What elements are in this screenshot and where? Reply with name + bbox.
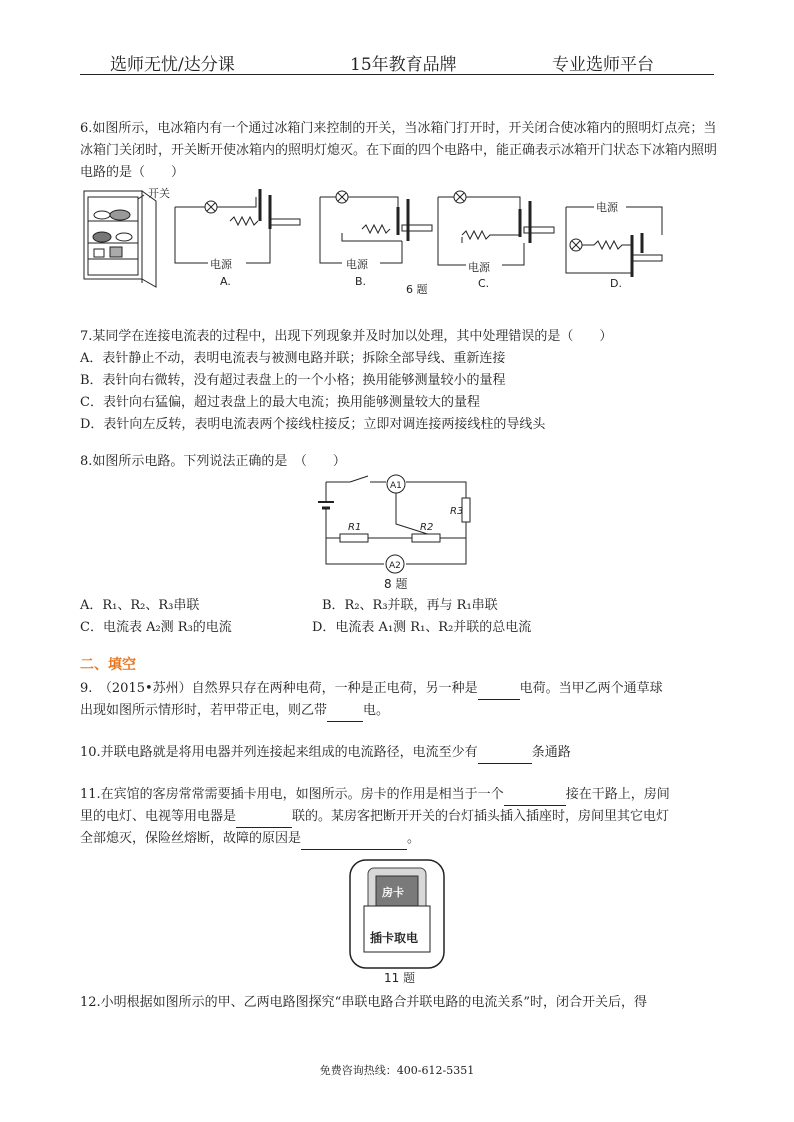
question-8-option-b: B．R₂、R₃并联，再与 R₁串联: [322, 598, 498, 613]
question-8: [80, 451, 720, 473]
question-6-text: 6.如图所示，电冰箱内有一个通过冰箱门来控制的开关，当冰箱门打开时，开关闭合使冰箱内的照明灯点亮；当冰箱门关闭时，开关断开使冰箱内的照明灯熄灭。在下面的四个电路中，能正确表示冰箱开门状态下冰箱内照明电路的是（ ）: [80, 121, 718, 180]
figure-8-caption: 8 题: [384, 577, 408, 591]
svg-text:R2: R2: [420, 522, 434, 533]
circuit-b-label: B.: [355, 275, 367, 288]
question-9-blank-2[interactable]: [327, 707, 363, 722]
question-11-blank-3[interactable]: [301, 835, 407, 850]
page-header: [80, 50, 714, 75]
header-middle: 15年教育品牌: [350, 55, 457, 75]
svg-text:A2: A2: [389, 561, 401, 571]
header-left: 选师无忧/达分课: [110, 55, 235, 75]
circuit-d: [566, 207, 662, 277]
question-8-text: 8.如图所示电路。下列说法正确的是 （ ）: [80, 454, 346, 469]
resistor-r2: [412, 522, 440, 542]
question-10: 10.并联电路就是将用电器并列连接起来组成的电流路径，电流至少有 条通路: [80, 742, 720, 764]
figure-6-caption: 6 题: [406, 283, 428, 296]
question-7-option-c: C．表针向右猛偏，超过表盘上的最大电流；换用能够测量较大的量程: [80, 395, 480, 410]
circuit-d-label: D.: [610, 277, 622, 290]
circuit-b: [320, 191, 432, 263]
question-11-blank-1[interactable]: [504, 791, 566, 806]
section-fill-in-title: 二、填空: [80, 657, 136, 673]
ammeter-a1: [387, 475, 405, 493]
svg-text:R1: R1: [348, 522, 362, 533]
circuit-c-power-label: 电源: [468, 261, 490, 274]
header-right: 专业选师平台: [552, 55, 654, 75]
footer-hotline: 免费咨询热线：400-612-5351: [319, 1064, 475, 1077]
question-7-option-d: D．表针向左反转，表明电流表两个接线柱接反；立即对调连接两接线柱的导线头: [80, 417, 546, 432]
question-9-text: 9. （2015•苏州）自然界只存在两种电荷，一种是正电荷，另一种是 电荷。当甲乙两个通草球: [80, 678, 720, 700]
question-7-text: 7.某同学在连接电流表的过程中，出现下列现象并及时加以处理，其中处理错误的是（ ）: [80, 329, 613, 344]
question-8-option-a: A．R₁、R₂、R₃串联: [80, 598, 200, 613]
card-slot-label: 插卡取电: [370, 931, 419, 945]
circuit-b-power-label: 电源: [346, 258, 368, 271]
question-12-text: 12.小明根据如图所示的甲、乙两电路图探究“串联电路合并联电路的电流关系”时，闭合开关后，得: [80, 995, 647, 1010]
question-8-option-c: C．电流表 A₂测 R₃的电流: [80, 620, 232, 635]
fridge-illustration: [84, 191, 156, 287]
room-card-label: 房卡: [382, 886, 404, 899]
svg-text:A1: A1: [390, 481, 402, 491]
resistor-r3: [450, 498, 470, 522]
resistor-r1: [340, 522, 368, 542]
figure-11-caption: 11 题: [384, 971, 416, 985]
question-7-option-a: A．表针静止不动，表明电流表与被测电路并联；拆除全部导线、重新连接: [80, 351, 506, 366]
fridge-switch-label: 开关: [148, 187, 170, 200]
question-9: 9. （2015•苏州）自然界只存在两种电荷，一种是正电荷，另一种是 电荷。当甲乙两个通草球 出现如图所示情形时，若甲带正电，则乙带 电。: [80, 678, 720, 722]
circuit-c-label: C.: [478, 277, 490, 290]
question-11-figure: [346, 856, 448, 986]
circuit-a-power-label: 电源: [210, 258, 232, 271]
circuit-a-label: A.: [220, 275, 231, 288]
question-11-blank-2[interactable]: [236, 813, 292, 828]
circuit-a: [175, 189, 300, 263]
ammeter-a2: [386, 555, 404, 573]
question-6: [80, 118, 720, 184]
question-8-figure: [310, 474, 485, 592]
question-12: [80, 992, 720, 1014]
circuit-c: [438, 191, 554, 265]
circuit-d-power-label: 电源: [596, 201, 618, 214]
question-11: 11.在宾馆的客房常常需要插卡用电，如图所示。房卡的作用是相当于一个 接在干路上，房间 里的电灯、电视等用电器是 联的。某房客把断开开关的台灯插头插入插座时，房间里其它电灯 全部熄灭，保险丝熔断，故障的原因是 。: [80, 784, 720, 850]
question-7: [80, 326, 720, 436]
question-6-figure: [80, 185, 720, 300]
question-9-blank-1[interactable]: [478, 685, 520, 700]
svg-text:R3: R3: [450, 506, 464, 517]
question-8-option-d: D．电流表 A₁测 R₁、R₂并联的总电流: [312, 620, 532, 635]
question-7-option-b: B．表针向右微转，没有超过表盘上的一个小格；换用能够测量较小的量程: [80, 373, 506, 388]
question-10-blank[interactable]: [478, 749, 532, 764]
